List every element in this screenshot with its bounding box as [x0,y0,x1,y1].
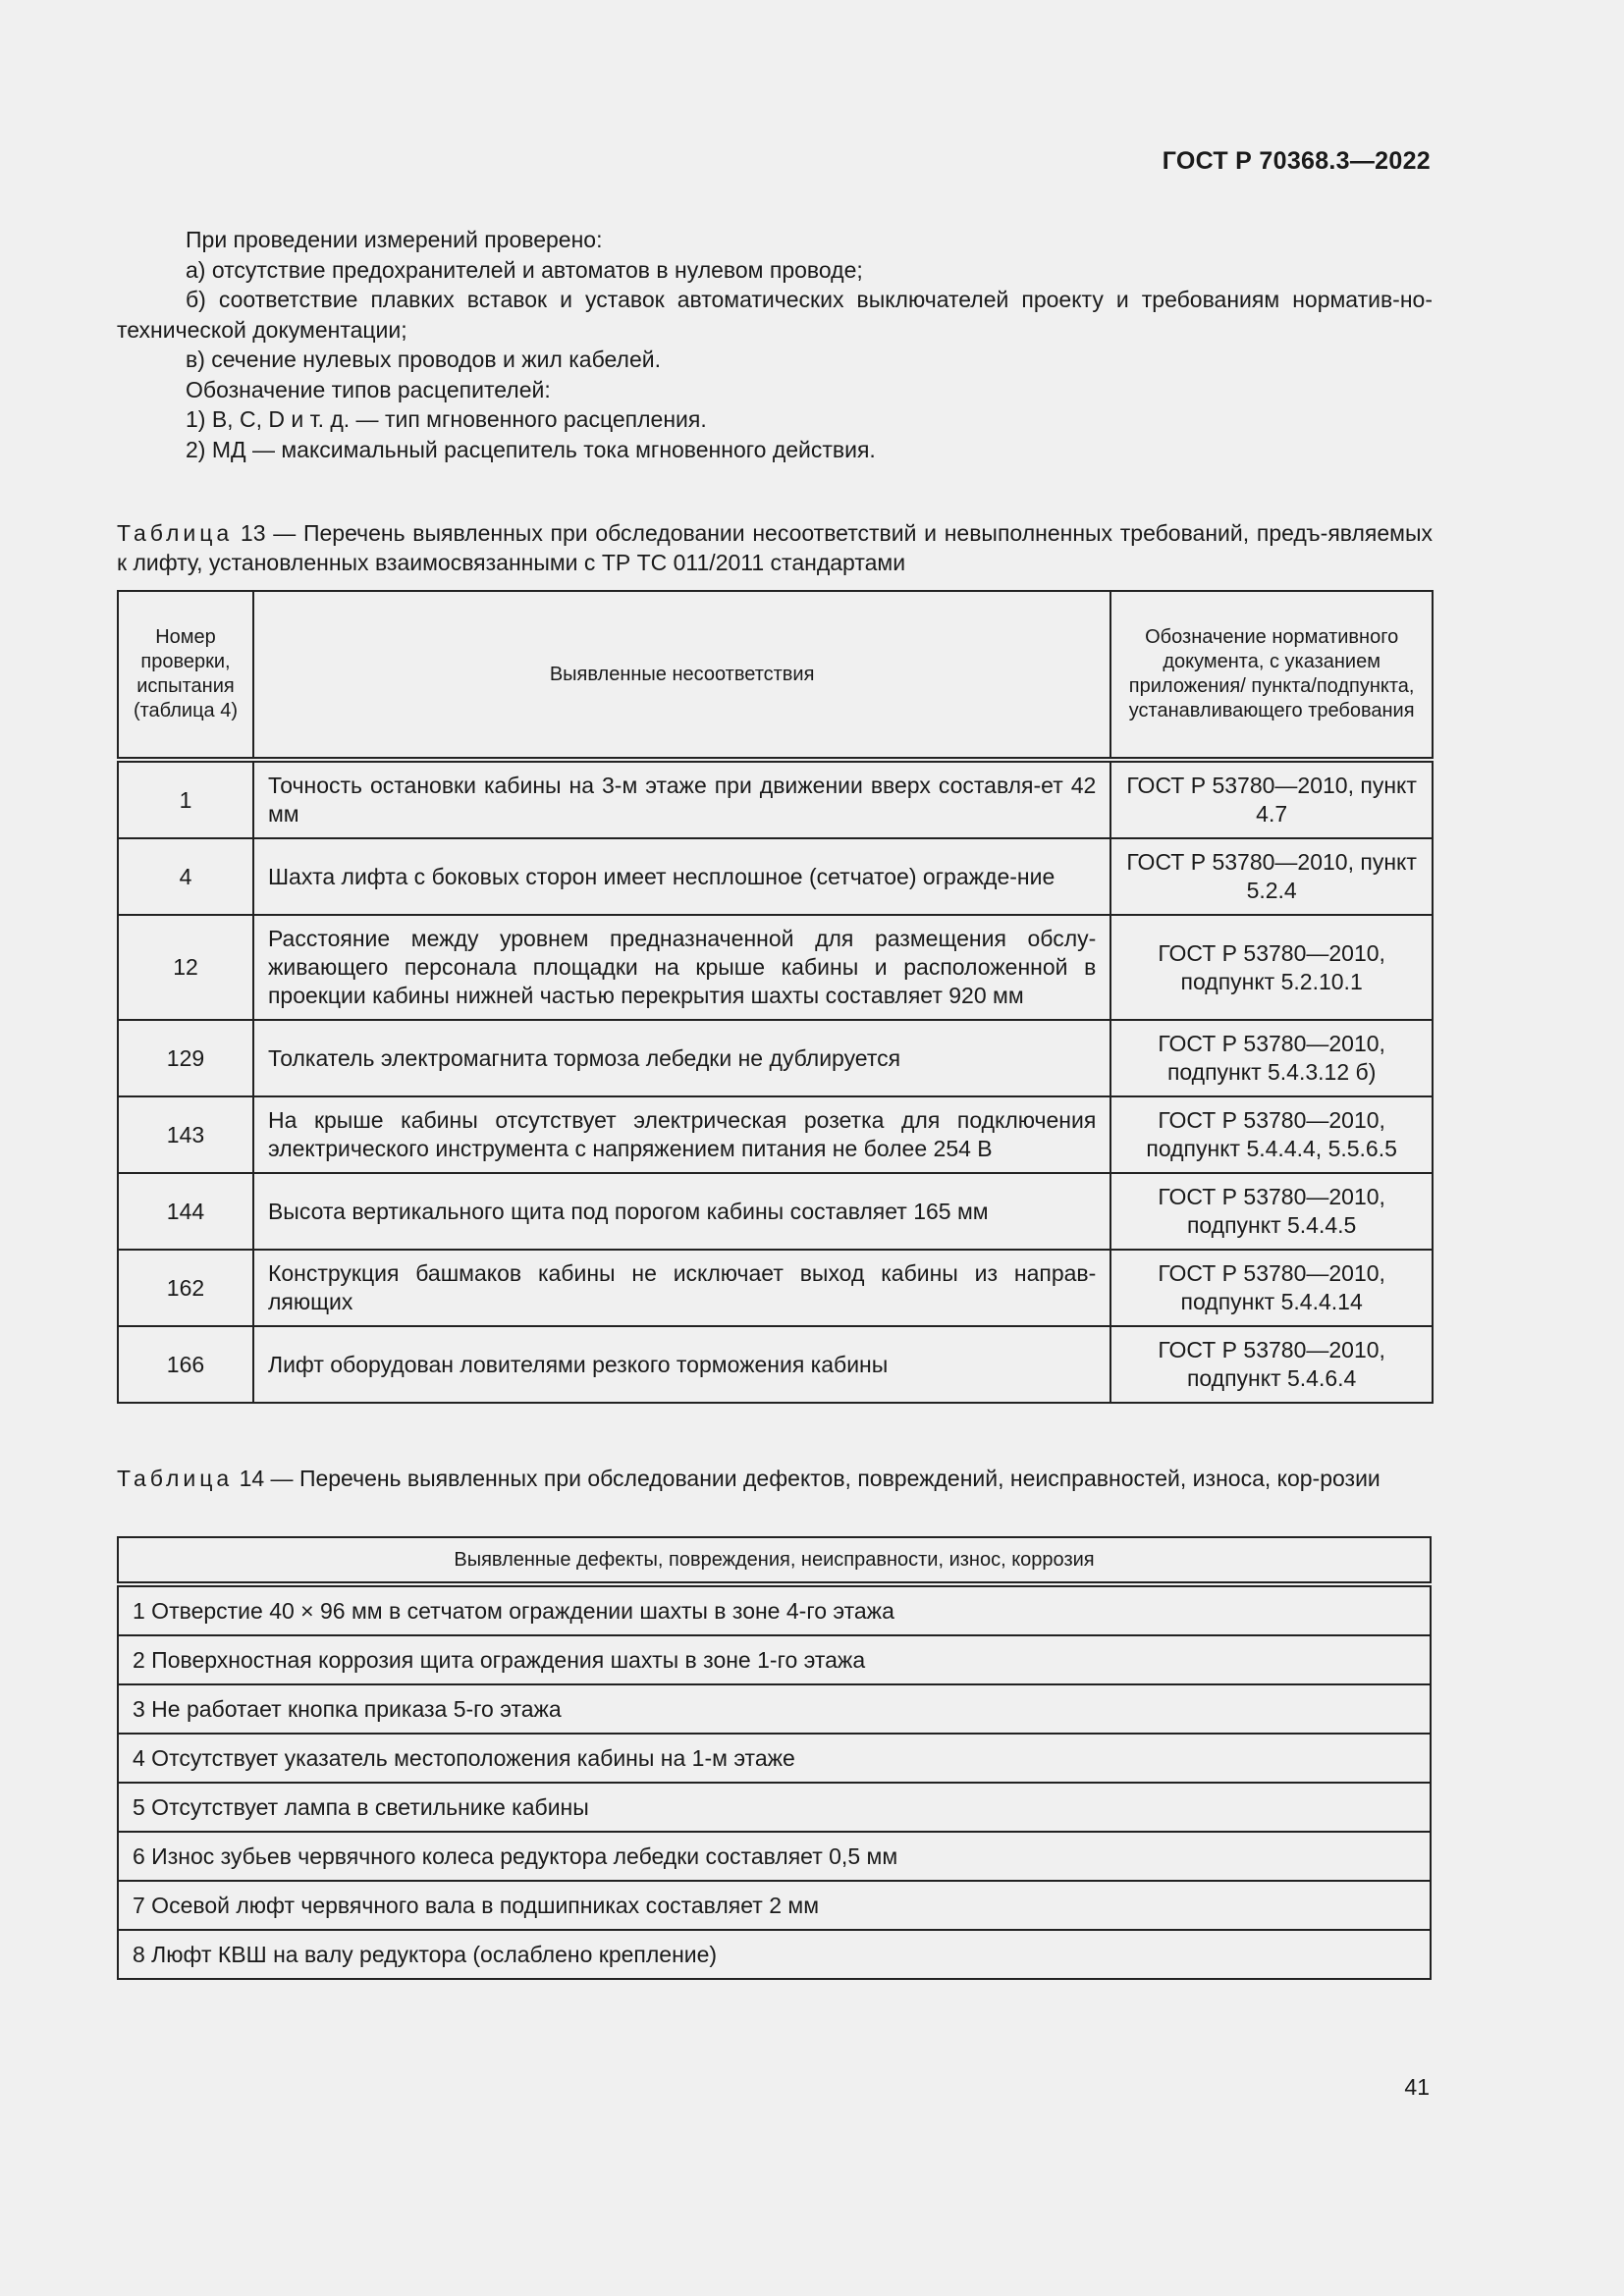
table14-caption-text: 14 — Перечень выявленных при обследовании дефектов, повреждений, неисправностей, износа, кор-розии [239,1466,1380,1491]
defect-cell: 3 Не работает кнопка приказа 5-го этажа [118,1684,1431,1734]
table-row [118,1173,1433,1250]
check-number-cell: 166 [118,1326,253,1403]
table-row [118,1684,1431,1734]
table-row [118,1096,1433,1173]
defect-cell: 2 Поверхностная коррозия щита ограждения шахты в зоне 1-го этажа [118,1635,1431,1684]
normative-doc-cell: ГОСТ Р 53780—2010, подпункт 5.2.10.1 [1110,915,1433,1020]
table-row [118,1326,1433,1403]
intro-line: Обозначение типов расцепителей: [186,376,551,402]
table-row [118,1930,1431,1979]
nonconformity-cell: Точность остановки кабины на 3-м этаже при движении вверх составля-ет 42 мм [253,760,1110,838]
document-code: ГОСТ Р 70368.3—2022 [1162,147,1431,175]
intro-line: б) соответствие плавких вставок и уставок автоматических выключателей проекту и требованиям норматив-но-технической документации; [117,287,1433,343]
defect-cell: 7 Осевой люфт червячного вала в подшипниках составляет 2 мм [118,1881,1431,1930]
intro-line: в) сечение нулевых проводов и жил кабелей. [186,347,661,372]
nonconformity-cell: Конструкция башмаков кабины не исключает выход кабины из направ-ляющих [253,1250,1110,1326]
check-number-cell: 144 [118,1173,253,1250]
table14 [117,1536,1432,1980]
check-number-cell: 162 [118,1250,253,1326]
table-row [118,1020,1433,1096]
table14-caption [117,1464,1433,1493]
table-row [118,838,1433,915]
column-header-defects: Выявленные дефекты, повреждения, неисправности, износ, коррозия [118,1537,1431,1584]
table-row [118,1584,1431,1635]
defect-cell: 1 Отверстие 40 × 96 мм в сетчатом ограждении шахты в зоне 4-го этажа [118,1584,1431,1635]
check-number-cell: 129 [118,1020,253,1096]
check-number-cell: 4 [118,838,253,915]
table13-caption-text: 13 — Перечень выявленных при обследовании несоответствий и невыполненных требований, предъ-являемых к лифту, установленных взаимосвязанными с ТР ТС 011/2011 стандартами [117,520,1433,575]
check-number-cell: 143 [118,1096,253,1173]
table-row [118,1881,1431,1930]
defect-cell: 5 Отсутствует лампа в светильнике кабины [118,1783,1431,1832]
intro-line: 1) B, C, D и т. д. — тип мгновенного расцепления. [186,406,707,432]
column-header-nonconformities: Выявленные несоответствия [253,591,1110,760]
table-row [118,1734,1431,1783]
table-row [118,915,1433,1020]
table14-caption-label: Таблица [117,1466,234,1491]
table-row [118,1832,1431,1881]
nonconformity-cell: Лифт оборудован ловителями резкого торможения кабины [253,1326,1110,1403]
table-row [118,1250,1433,1326]
nonconformity-cell: На крыше кабины отсутствует электрическая розетка для подключения электрического инструмента с напряжением питания не более 254 В [253,1096,1110,1173]
table-row [118,1635,1431,1684]
column-header-normative-doc: Обозначение нормативного документа, с указанием приложения/ пункта/подпункта, устанавливающего требования [1110,591,1433,760]
check-number-cell: 1 [118,760,253,838]
nonconformity-cell: Расстояние между уровнем предназначенной для размещения обслу-живающего персонала площадки на крыше кабины и расположенной в проекции кабины нижней частью перекрытия шахты составляет 920 мм [253,915,1110,1020]
table13 [117,590,1434,1404]
nonconformity-cell: Шахта лифта с боковых сторон имеет несплошное (сетчатое) огражде-ние [253,838,1110,915]
table-row [118,1783,1431,1832]
intro-line: а) отсутствие предохранителей и автоматов в нулевом проводе; [186,256,863,283]
nonconformity-cell: Высота вертикального щита под порогом кабины составляет 165 мм [253,1173,1110,1250]
normative-doc-cell: ГОСТ Р 53780—2010, подпункт 5.4.4.14 [1110,1250,1433,1326]
normative-doc-cell: ГОСТ Р 53780—2010, пункт 5.2.4 [1110,838,1433,915]
defect-cell: 8 Люфт КВШ на валу редуктора (ослаблено крепление) [118,1930,1431,1979]
normative-doc-cell: ГОСТ Р 53780—2010, пункт 4.7 [1110,760,1433,838]
normative-doc-cell: ГОСТ Р 53780—2010, подпункт 5.4.4.5 [1110,1173,1433,1250]
page-number: 41 [1404,2074,1430,2100]
column-header-check-number: Номер проверки, испытания (таблица 4) [118,591,253,760]
table13-header-row [118,591,1433,760]
table13-caption-label: Таблица [117,520,234,546]
intro-line: 2) МД — максимальный расцепитель тока мгновенного действия. [186,436,876,462]
normative-doc-cell: ГОСТ Р 53780—2010, подпункт 5.4.6.4 [1110,1326,1433,1403]
normative-doc-cell: ГОСТ Р 53780—2010, подпункт 5.4.4.4, 5.5.6.5 [1110,1096,1433,1173]
intro-line: При проведении измерений проверено: [186,227,603,252]
table-row [118,760,1433,838]
table14-header-row [118,1537,1431,1584]
nonconformity-cell: Толкатель электромагнита тормоза лебедки не дублируется [253,1020,1110,1096]
defect-cell: 4 Отсутствует указатель местоположения кабины на 1-м этаже [118,1734,1431,1783]
check-number-cell: 12 [118,915,253,1020]
defect-cell: 6 Износ зубьев червячного колеса редуктора лебедки составляет 0,5 мм [118,1832,1431,1881]
intro-text [117,225,1433,464]
normative-doc-cell: ГОСТ Р 53780—2010, подпункт 5.4.3.12 б) [1110,1020,1433,1096]
table13-caption [117,518,1433,577]
